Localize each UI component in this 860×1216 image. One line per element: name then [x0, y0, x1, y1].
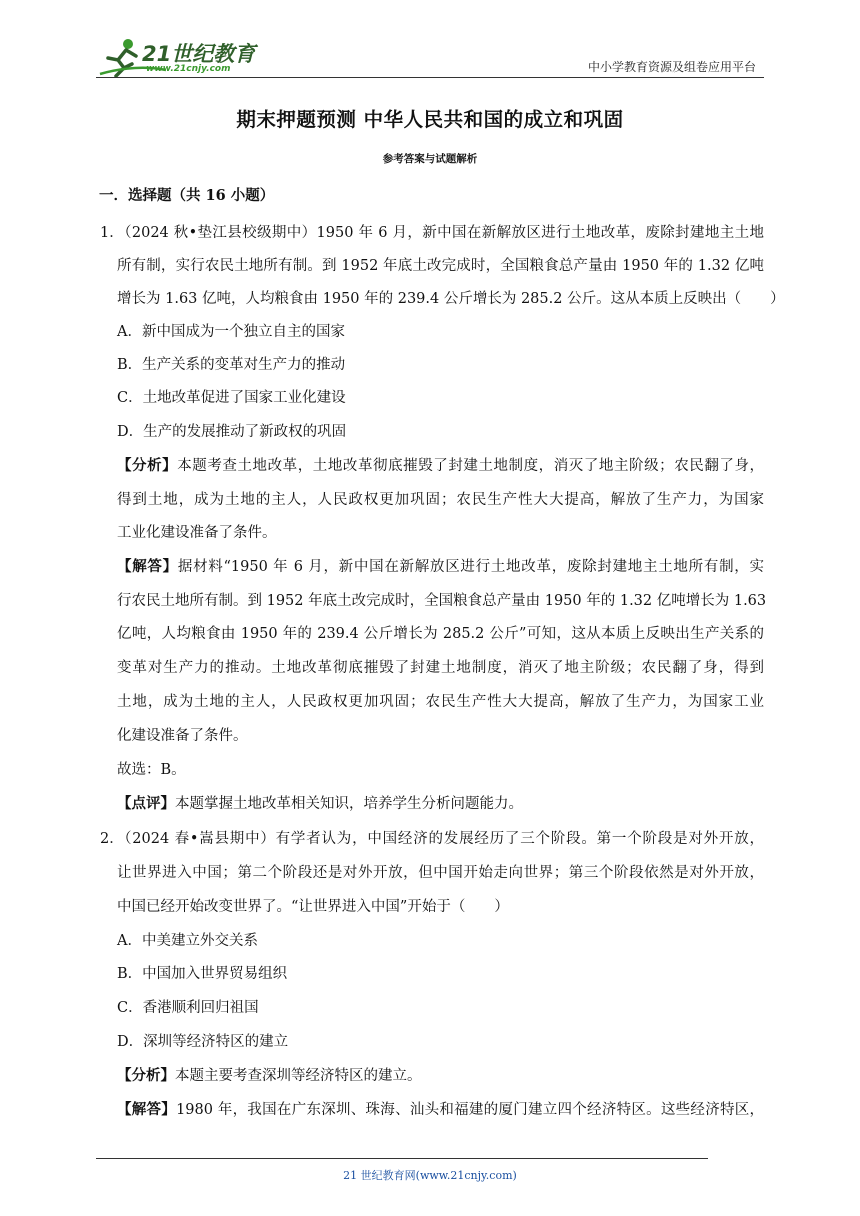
question-stem-line: 增长为 1.63 亿吨，人均粮食由 1950 年的 239.4 公斤增长为 285.2 公斤。这从本质上反映出（ ） [117, 291, 785, 307]
question-number: 2． [100, 831, 124, 847]
comment-text: 本题掌握土地改革相关知识，培养学生分析问题能力。 [175, 796, 523, 812]
answer-line: 化建设准备了条件。 [117, 728, 248, 744]
answer-text: 1980 年，我国在广东深圳、珠海、汕头和福建的厦门建立四个经济特区。这些经济特区， [176, 1102, 764, 1118]
logo-text: 21世纪教育 [142, 42, 256, 66]
analysis-text: 本题主要考查深圳等经济特区的建立。 [175, 1068, 422, 1084]
answer-line: 变革对生产力的推动。土地改革彻底摧毁了封建土地制度，消灭了地主阶级；农民翻了身，得到 [117, 660, 764, 676]
answer-line: 行农民土地所有制。到 1952 年底土改完成时，全国粮食总产量由 1950 年的 1.32 亿吨增长为 1.63 [117, 593, 767, 609]
option-a: A．新中国成为一个独立自主的国家 [117, 324, 345, 340]
option-b: B．中国加入世界贸易组织 [117, 966, 288, 982]
question-stem-line: （2024 春•嵩县期中）有学者认为，中国经济的发展经历了三个阶段。第一个阶段是对外开放， [117, 831, 764, 847]
answer-tag: 【解答】 [117, 558, 178, 575]
answer-line: 亿吨，人均粮食由 1950 年的 239.4 公斤增长为 285.2 公斤”可知，这从本质上反映出生产关系的 [117, 626, 764, 642]
question-stem-line: 所有制，实行农民土地所有制。到 1952 年底土改完成时，全国粮食总产量由 1950 年的 1.32 亿吨 [117, 258, 764, 274]
footer-link[interactable]: 21 世纪教育网(www.21cnjy.com) [343, 1169, 517, 1182]
analysis-line: 得到土地，成为土地的主人，人民政权更加巩固；农民生产性大大提高，解放了生产力，为国家 [117, 492, 764, 508]
question-stem-line: 中国已经开始改变世界了。“让世界进入中国”开始于（ ） [117, 899, 509, 915]
analysis-line: 工业化建设准备了条件。 [117, 525, 277, 541]
analysis-tag: 【分析】 [117, 457, 178, 474]
page-title: 期末押题预测 中华人民共和国的成立和巩固 [236, 108, 624, 131]
analysis-line [117, 454, 764, 475]
option-d: D．生产的发展推动了新政权的巩固 [117, 424, 347, 440]
page-subtitle: 参考答案与试题解析 [382, 153, 478, 165]
logo-url: www.21cnjy.com [146, 64, 231, 74]
answer-line [117, 555, 764, 576]
comment-tag: 【点评】 [117, 795, 175, 812]
analysis-tag: 【分析】 [117, 1067, 175, 1084]
choice-text: 故选：B。 [117, 762, 186, 778]
option-b: B．生产关系的变革对生产力的推动 [117, 357, 346, 373]
section-heading: 一．选择题（共 16 小题） [99, 187, 275, 204]
question-stem-line: 让世界进入中国；第二个阶段还是对外开放，但中国开始走向世界；第三个阶段依然是对外开放， [117, 865, 764, 881]
analysis-line [117, 1064, 422, 1085]
comment-line [117, 792, 523, 813]
option-a: A．中美建立外交关系 [117, 933, 258, 949]
footer-divider [96, 1158, 708, 1159]
site-logo [96, 34, 266, 78]
question-number: 1． [100, 225, 124, 241]
answer-text: 据材料“1950 年 6 月，新中国在新解放区进行土地改革，废除封建地主土地所有制，实 [177, 559, 765, 575]
option-d: D．深圳等经济特区的建立 [117, 1034, 289, 1050]
header-platform-text: 中小学教育资源及组卷应用平台 [587, 60, 756, 74]
question-stem-line: （2024 秋•垫江县校级期中）1950 年 6 月，新中国在新解放区进行土地改革，废除封建地主土地 [117, 225, 764, 241]
analysis-text: 本题考查土地改革，土地改革彻底摧毁了封建土地制度，消灭了地主阶级；农民翻了身， [177, 458, 765, 474]
option-c: C．土地改革促进了国家工业化建设 [117, 390, 346, 406]
answer-tag: 【解答】 [117, 1101, 177, 1118]
option-c: C．香港顺利回归祖国 [117, 1000, 259, 1016]
header-divider [96, 77, 764, 78]
answer-line: 土地，成为土地的主人，人民政权更加巩固；农民生产性大大提高，解放了生产力，为国家工业 [117, 694, 764, 710]
answer-line [117, 1098, 764, 1119]
